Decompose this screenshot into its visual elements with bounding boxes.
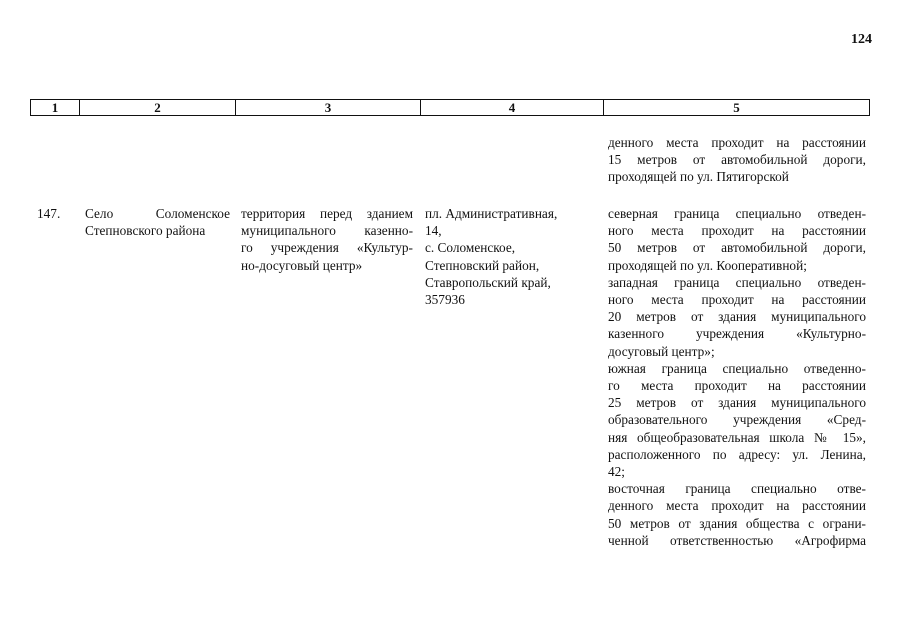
text-line: ченной ответственностью «Агрофирма — [608, 532, 866, 548]
text-line: казенного учреждения «Культурно- — [608, 326, 866, 342]
text-line: проходящей по ул. Пятигорской — [608, 169, 789, 185]
text-line: денного места проходит на расстоянии — [608, 135, 866, 150]
text-line: северная граница специально отведен- — [608, 206, 866, 221]
entry-territory — [241, 205, 413, 274]
text-line: Ставропольский край, — [425, 274, 551, 290]
header-cell-1: 1 — [51, 100, 59, 115]
text-line: расположенного по адресу: ул. Ленина, — [608, 446, 866, 462]
text-line: 15 метров от автомобильной дороги, — [608, 152, 866, 168]
text-line: го учреждения «Культур- — [241, 240, 413, 256]
text-line: 42; — [608, 464, 625, 480]
text-line: го места проходит на расстоянии — [608, 378, 866, 394]
text-line: муниципального казенно- — [241, 223, 413, 239]
text-line: досуговый центр»; — [608, 343, 715, 359]
entry-address — [425, 205, 590, 308]
text-line: территория перед зданием — [241, 206, 413, 221]
text-line: 25 метров от здания муниципального — [608, 395, 866, 411]
text-line: няя общеобразовательная школа № 15», — [608, 429, 866, 445]
continuation-col5 — [608, 134, 866, 186]
text-line: южная граница специально отведенно- — [608, 360, 866, 376]
text-line: Степновского района — [85, 223, 206, 239]
text-line: Село Соломенское — [85, 206, 230, 221]
header-cell-5: 5 — [603, 100, 869, 115]
text-line: 50 метров от автомобильной дороги, — [608, 240, 866, 256]
text-line: 50 метров от здания общества с ограни- — [608, 515, 866, 531]
text-line: с. Соломенское, — [425, 240, 516, 256]
text-line: 357936 — [425, 292, 465, 308]
text-line: образовательного учреждения «Сред- — [608, 412, 866, 428]
text-line: 20 метров от здания муниципального — [608, 309, 866, 325]
text-line: денного места проходит на расстоянии — [608, 498, 866, 514]
table-header-row — [30, 99, 870, 116]
entry-boundaries — [608, 205, 866, 549]
text-line: 14, — [425, 223, 442, 239]
page-number: 124 — [851, 32, 872, 47]
text-line: проходящей по ул. Кооперативной; — [608, 257, 807, 273]
text-line: восточная граница специально отве- — [608, 481, 866, 497]
text-line: Степновский район, — [425, 257, 540, 273]
text-line: но-досуговый центр» — [241, 257, 363, 273]
header-cell-3: 3 — [235, 100, 420, 115]
entry-number: 147. — [37, 206, 61, 221]
text-line: западная граница специально отведен- — [608, 274, 866, 290]
text-line: пл. Административная, — [425, 206, 558, 221]
header-cell-2: 2 — [79, 100, 235, 115]
text-line: ного места проходит на расстоянии — [608, 292, 866, 308]
entry-settlement — [85, 205, 230, 239]
text-line: ного места проходит на расстоянии — [608, 223, 866, 239]
header-cell-4: 4 — [420, 100, 603, 115]
